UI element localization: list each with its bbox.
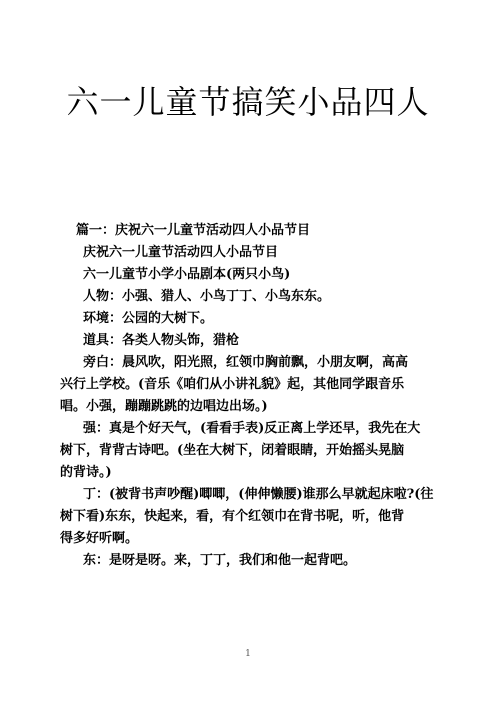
paragraph-line: 道具：各类人物头饰，猎枪 [83,333,240,348]
paragraph-line: 庆祝六一儿童节活动四人小品节目 [83,245,279,260]
paragraph-line: 树下看)东东，快起来，看，有个红领巾在背书呢，听，他背 [60,509,405,524]
document-title: 六一儿童节搞笑小品四人 [66,83,430,121]
paragraph-line: 强：真是个好天气，(看看手表)反正离上学还早，我先在大 [83,421,421,436]
paragraph-line: 树下，背背古诗吧。(坐在大树下，闭着眼睛，开始摇头晃脑 [60,443,405,458]
document-body [60,220,434,572]
paragraph-line: 六一儿童节小学小品剧本(两只小鸟) [83,267,291,282]
paragraph-line: 环境：公园的大树下。 [83,311,214,326]
paragraph-line: 人物：小强、猎人、小鸟丁丁、小鸟东东。 [83,289,331,304]
paragraph-line: 东：是呀是呀。来，丁丁，我们和他一起背吧。 [83,553,357,568]
paragraph-line: 篇一：庆祝六一儿童节活动四人小品节目 [76,223,311,238]
page-number: 1 [245,649,251,659]
paragraph-line: 旁白：晨风吹，阳光照，红领巾胸前飘，小朋友啊，高高 [83,355,409,370]
paragraph-line: 的背诗。) [60,465,112,480]
paragraph-line: 得多好听啊。 [60,531,139,546]
paragraph-line: 丁：(被背书声吵醒)唧唧，(伸伸懒腰)谁那么早就起床啦?(往 [83,487,434,502]
paragraph-line: 唱。小强，蹦蹦跳跳的边唱边出场。) [60,399,268,414]
paragraph-line: 兴行上学校。(音乐《咱们从小讲礼貌》起，其他同学跟音乐 [60,377,405,392]
